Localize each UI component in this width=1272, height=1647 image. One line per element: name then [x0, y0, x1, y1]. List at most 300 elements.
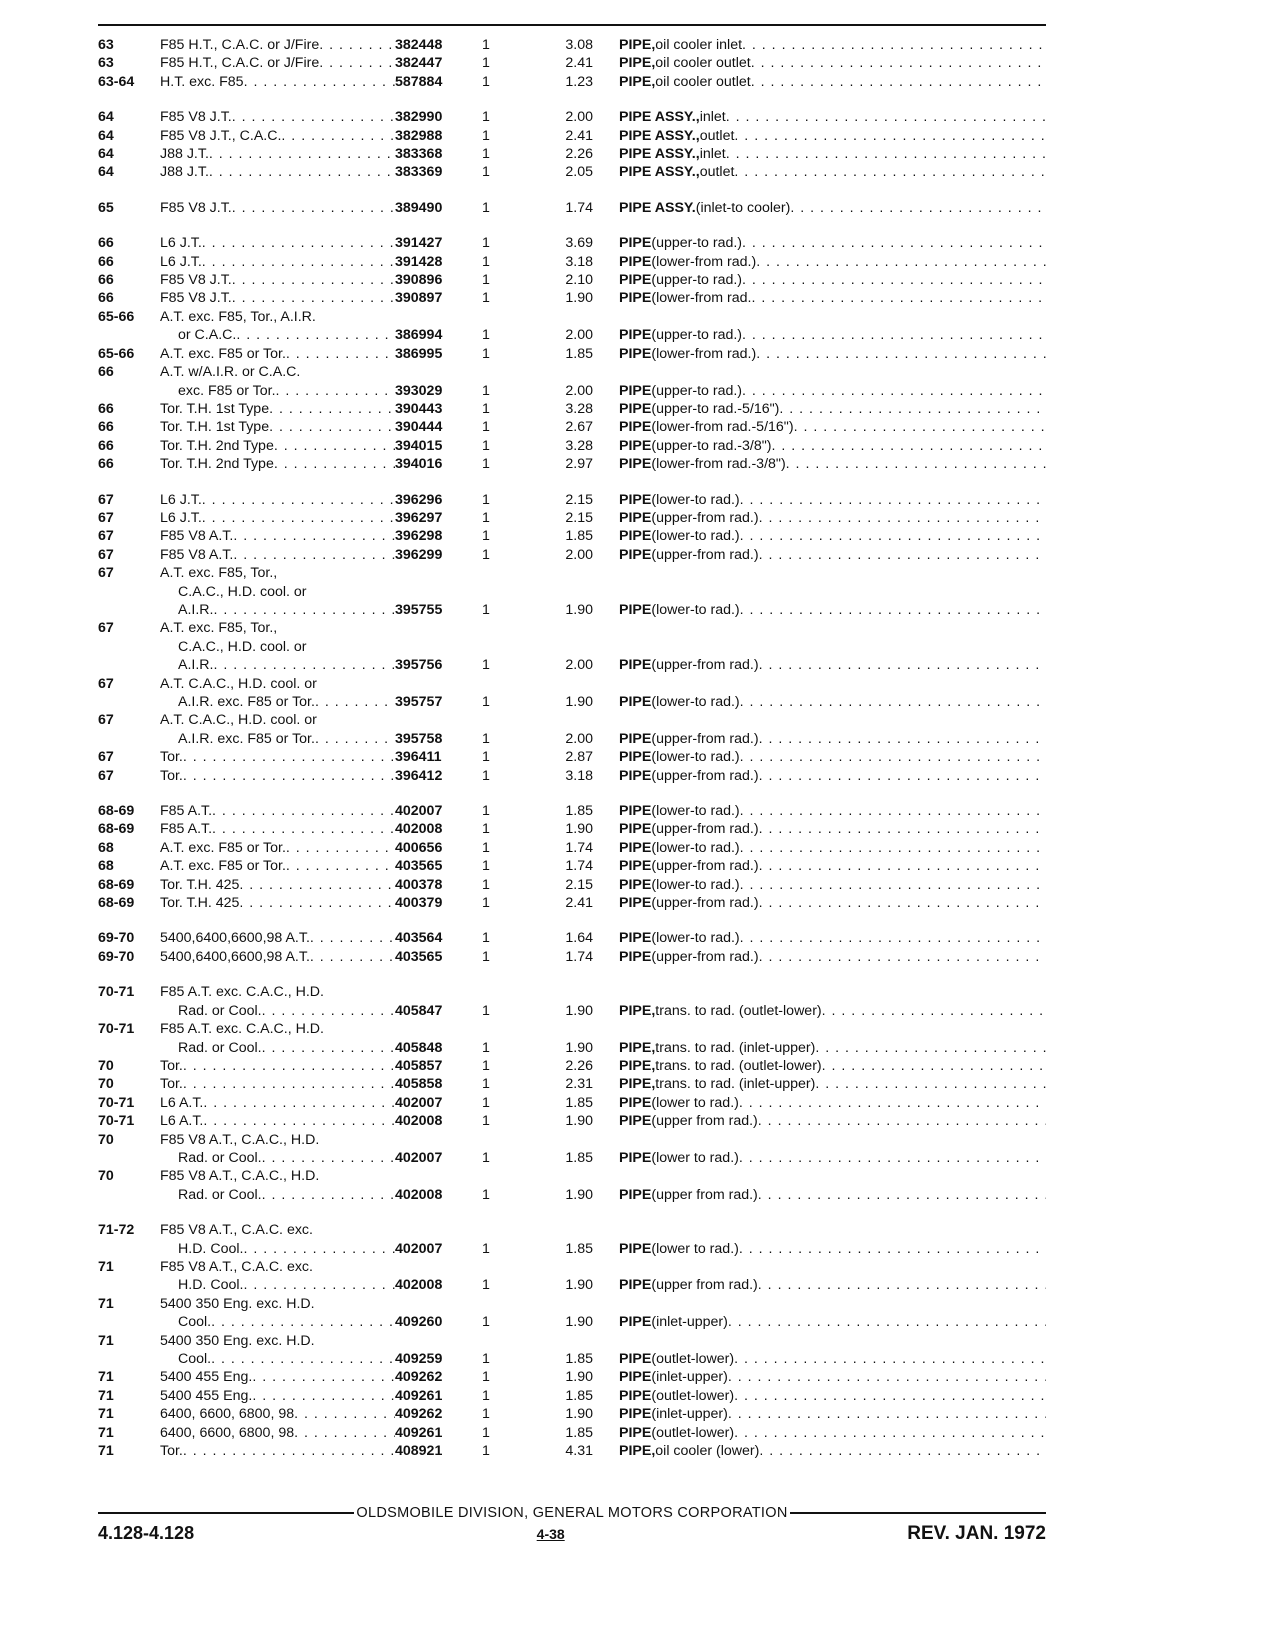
price: 2.15: [565, 876, 593, 893]
parts-group: [98, 108, 1046, 182]
parts-row: [98, 1002, 1046, 1020]
application-line: F85 V8 A.T., C.A.C. exc.: [160, 1222, 313, 1239]
part-name: PIPE: [619, 839, 652, 856]
application: A.I.R. exc. F85 or Tor. . . .: [160, 693, 395, 711]
quantity: 1: [482, 1314, 490, 1331]
price: 2.26: [565, 1057, 593, 1074]
model-year: 66: [98, 364, 114, 381]
part-detail: oil cooler (lower): [655, 1443, 760, 1460]
quantity: 1: [482, 858, 490, 875]
description: [619, 767, 1046, 785]
application: Tor. . . .: [160, 1075, 395, 1093]
part-number: 396298: [395, 528, 443, 545]
part-detail: (outlet-lower): [651, 1351, 735, 1367]
model-year: 68-69: [98, 803, 135, 820]
quantity: 1: [482, 1002, 490, 1019]
part-number: 400656: [395, 839, 443, 856]
quantity: 1: [482, 1277, 490, 1294]
part-number: 402008: [395, 821, 443, 838]
part-detail: inlet: [699, 109, 726, 126]
model-year: 70: [98, 1131, 114, 1148]
price: 1.90: [565, 1369, 593, 1386]
part-number: 395756: [395, 657, 443, 674]
parts-row: [98, 491, 1046, 509]
part-number: 400378: [395, 876, 443, 893]
model-year: 66: [98, 290, 114, 307]
quantity: 1: [482, 456, 490, 473]
part-detail: (lower-to rad.): [651, 876, 740, 893]
part-number: 396299: [395, 546, 443, 563]
parts-row: [98, 509, 1046, 527]
price: 2.00: [565, 109, 593, 126]
part-name: PIPE: [619, 253, 652, 270]
model-year: 68-69: [98, 876, 135, 893]
application: Rad. or Cool. . . .: [160, 1149, 395, 1167]
part-name: PIPE,: [619, 73, 656, 90]
application: Tor. T.H. 425 . . .: [160, 876, 395, 894]
description: [619, 1442, 1046, 1460]
model-year: [98, 1240, 160, 1258]
part-detail: (lower-from rad.-5/16"): [651, 419, 794, 436]
model-year: 65: [98, 199, 114, 216]
part-detail: outlet: [699, 127, 735, 144]
part-name: PIPE: [619, 1424, 652, 1441]
model-year: [98, 730, 160, 748]
part-detail: (upper-from rad.): [651, 821, 759, 838]
description: [619, 1387, 1046, 1405]
part-number: 402008: [395, 1113, 443, 1130]
description: [619, 1039, 1046, 1057]
description: [619, 730, 1046, 748]
model-year: 63-64: [98, 73, 135, 90]
description: [619, 802, 1046, 820]
model-year: 67: [98, 491, 114, 508]
parts-row: [98, 857, 1046, 875]
model-year: 69-70: [98, 948, 135, 965]
model-year: 70-71: [98, 1113, 135, 1130]
part-name: PIPE: [619, 930, 652, 947]
model-year: 63: [98, 37, 114, 53]
part-detail: (upper-to rad.): [651, 327, 743, 344]
part-name: PIPE: [619, 528, 652, 545]
model-year: [98, 1186, 160, 1204]
part-detail: oil cooler outlet: [655, 73, 751, 90]
model-year: 70-71: [98, 1094, 135, 1111]
application: Tor. . . .: [160, 1442, 395, 1460]
application-line: F85 A.T. exc. C.A.C., H.D.: [160, 1021, 324, 1038]
parts-row-continuation: [98, 675, 1046, 693]
part-name: PIPE: [619, 437, 652, 454]
application: H.T. exc. F85 . . .: [160, 73, 395, 91]
part-detail: (upper from rad.): [651, 1186, 758, 1203]
parts-row: [98, 1387, 1046, 1405]
model-year: 67: [98, 528, 114, 545]
part-name: PIPE: [619, 948, 652, 965]
quantity: 1: [482, 127, 490, 144]
parts-row: [98, 199, 1046, 217]
parts-group: [98, 234, 1046, 473]
application: L6 J.T. . . .: [160, 234, 395, 252]
application: L6 A.T. . . .: [160, 1112, 395, 1130]
part-number: 402008: [395, 1186, 443, 1203]
footer-rule-right: [790, 1512, 1046, 1514]
part-detail: (lower-to rad.): [651, 803, 740, 820]
description: [619, 1094, 1046, 1112]
price: 3.18: [565, 767, 593, 784]
part-number: 402007: [395, 803, 443, 820]
price: 2.41: [565, 55, 593, 72]
application-line: 5400 350 Eng. exc. H.D.: [160, 1295, 315, 1312]
description: [619, 1112, 1046, 1130]
parts-row: [98, 382, 1046, 400]
part-detail: (lower-to rad.): [651, 491, 740, 508]
price: 2.87: [565, 749, 593, 766]
part-detail: (inlet-upper): [651, 1314, 728, 1331]
part-name: PIPE ASSY.,: [619, 109, 700, 126]
price: 1.90: [565, 1277, 593, 1294]
quantity: 1: [482, 803, 490, 820]
model-year: [98, 326, 160, 344]
description: [619, 1405, 1046, 1423]
application: F85 V8 J.T. . . .: [160, 289, 395, 307]
quantity: 1: [482, 1240, 490, 1257]
application-line: C.A.C., H.D. cool. or: [178, 638, 307, 655]
description: [619, 748, 1046, 766]
parts-row: [98, 1240, 1046, 1258]
part-name: PIPE,: [619, 37, 656, 53]
application: or C.A.C. . . .: [160, 326, 395, 344]
part-name: PIPE ASSY.,: [619, 127, 700, 144]
parts-row: [98, 948, 1046, 966]
description: [619, 693, 1046, 711]
model-year: 66: [98, 235, 114, 252]
description: [619, 163, 1046, 181]
part-number: 395757: [395, 694, 443, 710]
price: 1.85: [565, 1240, 593, 1257]
top-rule: [98, 24, 1046, 26]
model-year: 70: [98, 1076, 114, 1093]
description: [619, 839, 1046, 857]
parts-catalog-table: [98, 36, 1046, 1477]
price: 3.28: [565, 400, 593, 417]
part-detail: (upper from rad.): [651, 1277, 758, 1294]
part-detail: (lower to rad.): [651, 1094, 739, 1111]
description: [619, 1276, 1046, 1294]
section-code: 4.128-4.128: [98, 1523, 195, 1543]
parts-row: [98, 730, 1046, 748]
part-name: PIPE: [619, 858, 652, 875]
price: 1.85: [565, 1351, 593, 1367]
description: [619, 1350, 1046, 1368]
part-number: 409259: [395, 1351, 443, 1367]
description: [619, 1057, 1046, 1075]
parts-row: [98, 1368, 1046, 1386]
description: [619, 400, 1046, 418]
part-name: PIPE: [619, 235, 652, 252]
part-name: PIPE,: [619, 1443, 656, 1460]
part-name: PIPE: [619, 821, 652, 838]
description: [619, 73, 1046, 91]
price: 2.15: [565, 491, 593, 508]
part-detail: trans. to rad. (inlet-upper): [655, 1039, 816, 1056]
part-number: 382448: [395, 37, 443, 53]
description: [619, 326, 1046, 344]
price: 1.90: [565, 1314, 593, 1331]
parts-row: [98, 1442, 1046, 1460]
application-line: 5400 350 Eng. exc. H.D.: [160, 1332, 315, 1349]
part-name: PIPE: [619, 1387, 652, 1404]
part-detail: (lower-from rad.-3/8"): [651, 456, 786, 473]
application: F85 A.T. . . .: [160, 802, 395, 820]
quantity: 1: [482, 694, 490, 710]
quantity: 1: [482, 290, 490, 307]
quantity: 1: [482, 839, 490, 856]
parts-row: [98, 108, 1046, 126]
model-year: 67: [98, 767, 114, 784]
part-name: PIPE: [619, 694, 652, 710]
application: F85 V8 A.T. . . .: [160, 546, 395, 564]
parts-group: [98, 929, 1046, 966]
quantity: 1: [482, 1149, 490, 1166]
price: 2.26: [565, 146, 593, 163]
parts-row: [98, 289, 1046, 307]
description: [619, 1368, 1046, 1386]
part-name: PIPE: [619, 1369, 652, 1386]
parts-row: [98, 1057, 1046, 1075]
application: A.I.R. exc. F85 or Tor. . . .: [160, 730, 395, 748]
parts-row: [98, 455, 1046, 473]
quantity: 1: [482, 1094, 490, 1111]
part-name: PIPE: [619, 895, 652, 912]
part-number: 386995: [395, 345, 443, 362]
description: [619, 1240, 1046, 1258]
application-line: A.T. exc. F85, Tor., A.I.R.: [160, 308, 316, 325]
quantity: 1: [482, 37, 490, 53]
part-number: 390896: [395, 272, 443, 289]
parts-row: [98, 345, 1046, 363]
application: Rad. or Cool. . . .: [160, 1002, 395, 1020]
description: [619, 601, 1046, 619]
part-detail: (upper-to rad.): [651, 272, 743, 289]
price: 2.05: [565, 164, 593, 181]
parts-row: [98, 1112, 1046, 1130]
revision-date: REV. JAN. 1972: [907, 1523, 1046, 1544]
part-number: 409261: [395, 1424, 443, 1441]
application: J88 J.T. . . .: [160, 145, 395, 163]
model-year: 71: [98, 1369, 114, 1386]
parts-row-continuation: [98, 619, 1046, 637]
part-detail: (lower-to rad.): [651, 528, 740, 545]
part-detail: (upper-to rad.): [651, 235, 743, 252]
part-name: PIPE ASSY.,: [619, 164, 700, 181]
part-detail: (upper-from rad.): [651, 767, 759, 784]
price: 1.85: [565, 345, 593, 362]
parts-row: [98, 163, 1046, 181]
part-name: PIPE ASSY.,: [619, 146, 700, 163]
parts-row-continuation: [98, 1332, 1046, 1350]
application: H.D. Cool. . . .: [160, 1240, 395, 1258]
part-number: 587884: [395, 73, 443, 90]
model-year: 71: [98, 1424, 114, 1441]
description: [619, 345, 1046, 363]
application-line: F85 V8 A.T., C.A.C., H.D.: [160, 1168, 320, 1185]
parts-row: [98, 54, 1046, 72]
description: [619, 36, 1046, 54]
description: [619, 1149, 1046, 1167]
model-year: 71: [98, 1387, 114, 1404]
parts-row: [98, 1424, 1046, 1442]
part-name: PIPE: [619, 1113, 652, 1130]
parts-row: [98, 127, 1046, 145]
application: 5400,6400,6600,98 A.T. . . .: [160, 929, 395, 947]
model-year: [98, 1039, 160, 1057]
application: L6 A.T. . . .: [160, 1094, 395, 1112]
model-year: 71: [98, 1295, 114, 1312]
description: [619, 253, 1046, 271]
parts-row: [98, 1039, 1046, 1057]
part-name: PIPE: [619, 1149, 652, 1166]
description: [619, 820, 1046, 838]
application: L6 J.T. . . .: [160, 509, 395, 527]
parts-row-continuation: [98, 1295, 1046, 1313]
parts-row: [98, 546, 1046, 564]
division-line: [98, 1505, 1046, 1521]
part-number: 395755: [395, 601, 443, 618]
description: [619, 1186, 1046, 1204]
part-number: 409262: [395, 1406, 443, 1423]
model-year: [98, 1313, 160, 1331]
part-name: PIPE: [619, 767, 652, 784]
price: 2.97: [565, 456, 593, 473]
part-name: PIPE: [619, 601, 652, 618]
part-number: 382447: [395, 55, 443, 72]
part-name: PIPE: [619, 749, 652, 766]
part-detail: (lower to rad.): [651, 1240, 739, 1257]
part-detail: (lower-to rad.): [651, 601, 740, 618]
application: Rad. or Cool. . . .: [160, 1186, 395, 1204]
description: [619, 1313, 1046, 1331]
part-name: PIPE,: [619, 1002, 656, 1019]
part-number: 402007: [395, 1149, 443, 1166]
model-year: [98, 638, 160, 656]
price: 1.85: [565, 803, 593, 820]
model-year: 64: [98, 164, 114, 181]
quantity: 1: [482, 164, 490, 181]
quantity: 1: [482, 1406, 490, 1423]
parts-row: [98, 839, 1046, 857]
model-year: 66: [98, 456, 114, 473]
part-number: 394016: [395, 456, 443, 473]
division-text: OLDSMOBILE DIVISION, GENERAL MOTORS CORPORATION: [356, 1505, 788, 1521]
application: A.I.R. . . .: [160, 656, 395, 674]
part-number: 409262: [395, 1369, 443, 1386]
quantity: 1: [482, 1387, 490, 1404]
parts-row: [98, 1350, 1046, 1368]
model-year: 65-66: [98, 345, 135, 362]
model-year: 68-69: [98, 895, 135, 912]
part-detail: (upper-from rad.): [651, 546, 759, 563]
parts-row-continuation: [98, 711, 1046, 729]
quantity: 1: [482, 109, 490, 126]
application: F85 V8 J.T. . . .: [160, 199, 395, 217]
quantity: 1: [482, 419, 490, 436]
quantity: 1: [482, 546, 490, 563]
quantity: 1: [482, 730, 490, 747]
description: [619, 289, 1046, 307]
model-year: 71: [98, 1258, 114, 1275]
quantity: 1: [482, 657, 490, 674]
application: A.I.R. . . .: [160, 601, 395, 619]
quantity: 1: [482, 400, 490, 417]
part-number: 403564: [395, 930, 443, 947]
part-number: 396296: [395, 491, 443, 508]
description: [619, 509, 1046, 527]
parts-row: [98, 437, 1046, 455]
part-detail: (inlet-to cooler): [695, 199, 791, 216]
quantity: 1: [482, 1186, 490, 1203]
quantity: 1: [482, 528, 490, 545]
application: F85 H.T., C.A.C. or J/Fire . . .: [160, 54, 395, 72]
parts-row: [98, 1075, 1046, 1093]
part-name: PIPE: [619, 1406, 652, 1423]
part-name: PIPE,: [619, 1076, 656, 1093]
application: Tor. T.H. 1st Type . . .: [160, 400, 395, 418]
model-year: 66: [98, 437, 114, 454]
quantity: 1: [482, 73, 490, 90]
parts-row: [98, 894, 1046, 912]
parts-row: [98, 1149, 1046, 1167]
description: [619, 199, 1046, 217]
part-name: PIPE: [619, 509, 652, 526]
quantity: 1: [482, 55, 490, 72]
part-number: 396411: [395, 749, 442, 766]
parts-row: [98, 748, 1046, 766]
application: L6 J.T. . . .: [160, 491, 395, 509]
quantity: 1: [482, 345, 490, 362]
quantity: 1: [482, 382, 490, 399]
model-year: 71: [98, 1332, 114, 1349]
price: 3.28: [565, 437, 593, 454]
quantity: 1: [482, 895, 490, 912]
part-number: 396297: [395, 509, 443, 526]
part-detail: (upper-from rad.): [651, 657, 759, 674]
model-year: 67: [98, 509, 114, 526]
model-year: 64: [98, 127, 114, 144]
part-number: 402008: [395, 1277, 443, 1294]
parts-row-continuation: [98, 1167, 1046, 1185]
part-name: PIPE,: [619, 55, 656, 72]
part-number: 403565: [395, 858, 443, 875]
part-name: PIPE: [619, 1240, 652, 1257]
model-year: 71: [98, 1406, 114, 1423]
quantity: 1: [482, 767, 490, 784]
quantity: 1: [482, 749, 490, 766]
description: [619, 108, 1046, 126]
part-detail: (lower-to rad.): [651, 694, 740, 710]
part-detail: (lower to rad.): [651, 1149, 739, 1166]
application: Tor. T.H. 2nd Type . . .: [160, 455, 395, 473]
price: 1.90: [565, 1113, 593, 1130]
price: 1.90: [565, 1002, 593, 1019]
parts-row-continuation: [98, 308, 1046, 326]
model-year: [98, 1350, 160, 1368]
part-detail: (lower-to rad.): [651, 839, 740, 856]
part-name: PIPE: [619, 290, 652, 307]
model-year: 65-66: [98, 308, 135, 325]
part-detail: outlet: [699, 164, 735, 181]
part-detail: (inlet-upper): [651, 1406, 728, 1423]
application: J88 J.T. . . .: [160, 163, 395, 181]
